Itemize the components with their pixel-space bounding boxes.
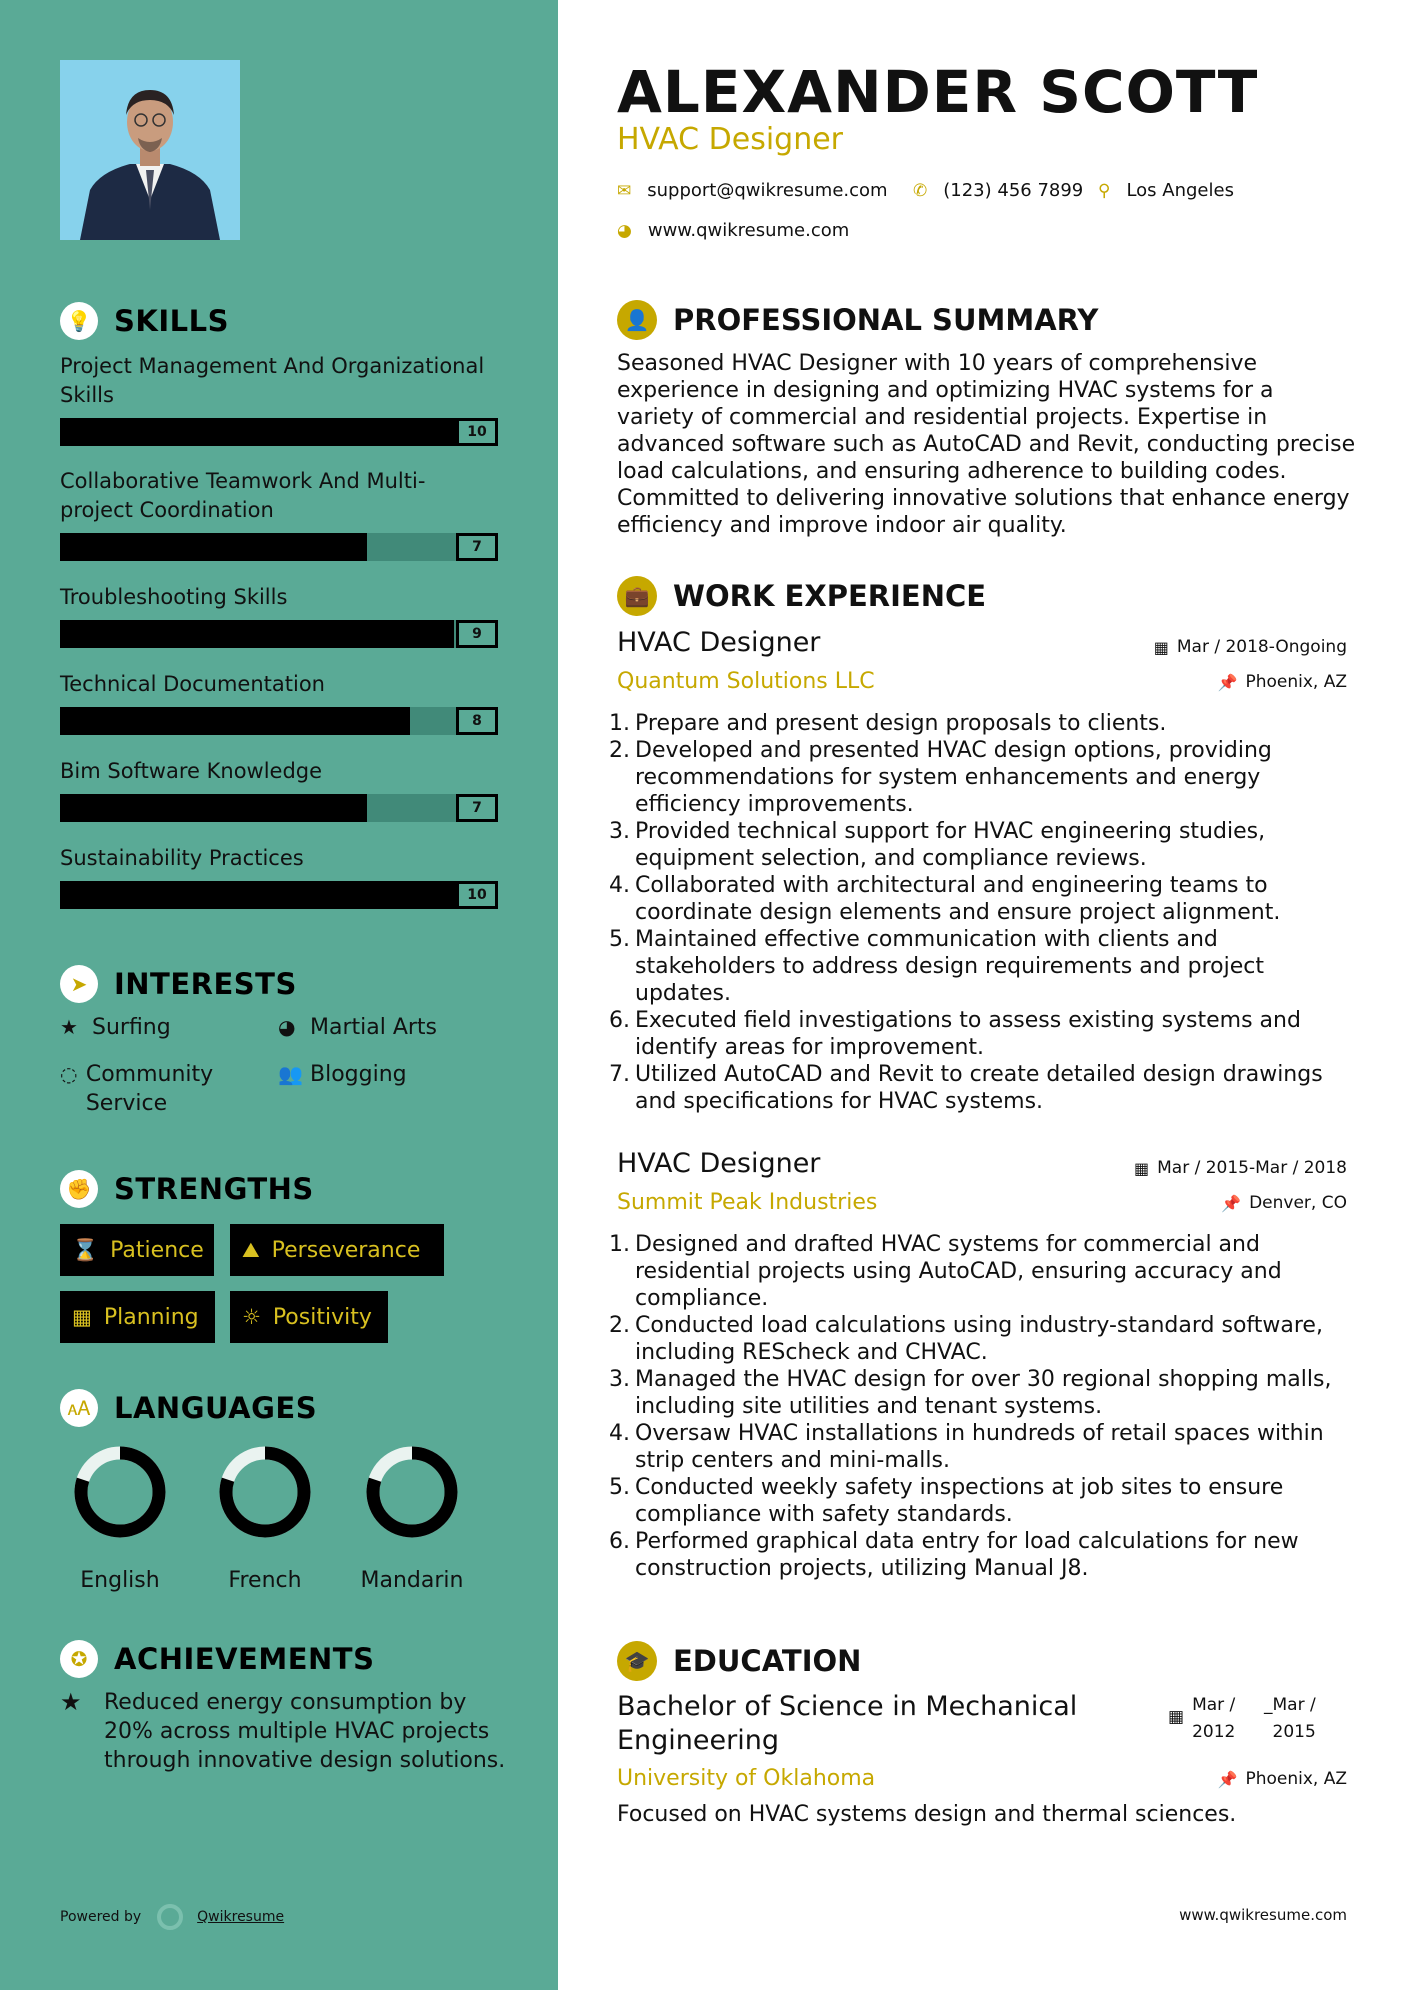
languages-heading: [60, 1389, 317, 1427]
skill-bar: [60, 794, 498, 822]
powered-by: [60, 1904, 284, 1930]
skill-name: Bim Software Knowledge: [60, 759, 323, 783]
language-ring: [217, 1444, 313, 1540]
email-text: support@qwikresume.com: [647, 180, 888, 201]
summary-title: PROFESSIONAL SUMMARY: [673, 303, 1099, 337]
end-date-month: Mar /: [1272, 1695, 1316, 1715]
strength-label: Patience: [110, 1237, 204, 1263]
company-name: Summit Peak Industries: [617, 1190, 878, 1215]
language-item: [200, 1444, 330, 1593]
date-separator: _: [1264, 1695, 1273, 1715]
pin-icon: 📌: [1217, 1769, 1238, 1789]
list-item: 6. Performed graphical data entry for load calculations for new construction projects, utilizing Manual J8.: [609, 1529, 1299, 1581]
sidebar: [0, 0, 558, 1990]
job-location-text: Denver, CO: [1249, 1193, 1347, 1213]
candidate-role: HVAC Designer: [617, 122, 844, 157]
education-end-date: [1264, 1692, 1316, 1746]
hourglass-icon: ⌛: [72, 1237, 99, 1262]
globe-icon: ◕: [617, 220, 632, 241]
calendar-icon: ▦: [1133, 1158, 1150, 1178]
list-item: 5. Conducted weekly safety inspections at job sites to ensure compliance with safety standards.: [609, 1475, 1284, 1527]
shooting-star-icon: ★: [60, 1688, 82, 1716]
job-location: [1221, 1193, 1347, 1213]
strength-label: Planning: [103, 1304, 199, 1330]
list-item: 5. Maintained effective communication with clients and stakeholders to address design requirements and project updates.: [609, 927, 1264, 1006]
list-item: 2. Developed and presented HVAC design options, providing recommendations for system enhancements and energy efficiency improvements.: [609, 738, 1272, 817]
education-start-date: [1168, 1692, 1235, 1746]
lightbulb-icon: 💡: [60, 302, 98, 340]
interest-label: Surfing: [92, 1015, 171, 1040]
contact-location: [1098, 180, 1234, 201]
calendar-icon: ▦: [1153, 637, 1169, 657]
school-name: University of Oklahoma: [617, 1766, 876, 1791]
globe-icon: ◕: [278, 1015, 296, 1039]
job-duties: [609, 1231, 1357, 1582]
skill-bar-fill: [60, 533, 367, 561]
location-text: Los Angeles: [1126, 180, 1234, 201]
strength-badge: [230, 1224, 444, 1276]
start-date-month: Mar /: [1192, 1695, 1236, 1715]
calendar-icon: ▦: [72, 1305, 92, 1329]
strength-badge: [60, 1291, 215, 1343]
languages-title: LANGUAGES: [114, 1391, 318, 1425]
job-title: HVAC Designer: [617, 1148, 821, 1179]
skill-item: [60, 583, 498, 648]
strength-label: Perseverance: [271, 1237, 421, 1263]
skill-level: 7: [456, 794, 498, 822]
experience-title: WORK EXPERIENCE: [673, 579, 987, 613]
paper-plane-icon: ➤: [60, 965, 98, 1003]
list-item: 3. Provided technical support for HVAC engineering studies, equipment selection, and compliance reviews.: [609, 819, 1266, 871]
summary-heading: [617, 300, 1098, 340]
skill-bar-fill: [60, 418, 498, 446]
interests-title: INTERESTS: [114, 967, 297, 1001]
education-title: EDUCATION: [673, 1644, 862, 1678]
skill-bar-fill: [60, 620, 454, 648]
job-duties: [609, 710, 1357, 1115]
skill-name: Collaborative Teamwork And Multi-project Coordination: [60, 469, 426, 522]
job-dates-text: Mar / 2018-Ongoing: [1176, 637, 1347, 657]
footer-url[interactable]: www.qwikresume.com: [1179, 1906, 1347, 1924]
skill-name: Technical Documentation: [60, 672, 325, 696]
summary-text: Seasoned HVAC Designer with 10 years of comprehensive experience in designing and optimizing HVAC systems for a variety of commercial and residential projects. Expertise in advanced software such as AutoCAD and Revit, conducting precise load calculations, and ensuring adherence to building codes. Committed to delivering innovative solutions that enhance energy efficiency and improve indoor air quality.: [617, 351, 1356, 538]
phone-text: (123) 456 7899: [943, 180, 1084, 201]
skill-name: Project Management And Organizational Skills: [60, 354, 485, 407]
company-name: Quantum Solutions LLC: [617, 669, 875, 694]
contact-phone[interactable]: [913, 180, 1083, 201]
strength-label: Positivity: [272, 1304, 372, 1330]
education-description: Focused on HVAC systems design and thermal sciences.: [617, 1802, 1237, 1827]
briefcase-icon: 💼: [617, 576, 657, 616]
skill-item: [60, 844, 498, 909]
language-ring: [364, 1444, 460, 1540]
language-name: Mandarin: [360, 1568, 464, 1593]
sun-icon: ☼: [242, 1305, 261, 1329]
powered-by-label: Powered by: [60, 1909, 142, 1925]
language-item: [55, 1444, 185, 1593]
fist-icon: ✊: [60, 1170, 98, 1208]
skill-level: 7: [456, 533, 498, 561]
skill-name: Sustainability Practices: [60, 846, 304, 870]
education-location: [1218, 1769, 1347, 1789]
language-name: English: [80, 1568, 160, 1593]
achievements-heading: [60, 1640, 374, 1678]
skill-level: 10: [456, 881, 498, 909]
list-item: 7. Utilized AutoCAD and Revit to create detailed design drawings and specifications for HVAC systems.: [609, 1062, 1323, 1114]
skill-item: [60, 352, 498, 446]
job-location: [1218, 672, 1347, 692]
contact-email[interactable]: [617, 180, 888, 201]
skill-bar: [60, 620, 498, 648]
list-item: 4. Oversaw HVAC installations in hundreds of retail spaces within strip centers and mini-malls.: [609, 1421, 1324, 1473]
skill-item: [60, 670, 498, 735]
language-ring: [72, 1444, 168, 1540]
achievement-text: Reduced energy consumption by 20% across multiple HVAC projects through innovative design solutions.: [104, 1690, 506, 1773]
start-date-year: 2012: [1192, 1722, 1236, 1742]
interest-item: [278, 1013, 437, 1042]
interest-item: [60, 1013, 171, 1042]
job-dates: [1134, 1158, 1347, 1178]
skill-bar-fill: [60, 707, 410, 735]
interest-label: Community Service: [85, 1062, 214, 1116]
candidate-name: ALEXANDER SCOTT: [617, 58, 1259, 126]
skill-level: 8: [456, 707, 498, 735]
skill-item: [60, 467, 498, 561]
job-dates: [1154, 637, 1347, 657]
road-icon: ⛰: [242, 1237, 260, 1262]
skill-name: Troubleshooting Skills: [60, 585, 288, 609]
envelope-icon: ✉: [617, 180, 632, 201]
end-date-year: 2015: [1272, 1722, 1316, 1742]
list-item: 1. Designed and drafted HVAC systems for commercial and residential projects using AutoCAD, ensuring accuracy and compliance.: [609, 1232, 1282, 1311]
phone-icon: ✆: [913, 180, 928, 201]
star-badge-icon: ✪: [60, 1640, 98, 1678]
qwikresume-logo-icon: [157, 1904, 183, 1930]
skill-bar: [60, 533, 498, 561]
skill-level: 10: [456, 418, 498, 446]
skill-bar: [60, 418, 498, 446]
list-item: 2. Conducted load calculations using industry-standard software, including REScheck and CHVAC.: [609, 1313, 1323, 1365]
language-name: French: [228, 1568, 302, 1593]
interest-label: Blogging: [310, 1062, 407, 1087]
strength-badge: [230, 1291, 388, 1343]
contact-website[interactable]: [617, 220, 849, 241]
interest-label: Martial Arts: [310, 1015, 438, 1040]
pin-icon: 📌: [1217, 672, 1238, 692]
interests-heading: [60, 965, 297, 1003]
website-text: www.qwikresume.com: [647, 220, 850, 241]
skill-bar-fill: [60, 794, 367, 822]
skill-item: [60, 757, 498, 822]
skill-bar: [60, 881, 498, 909]
star-icon: ★: [60, 1015, 78, 1039]
user-icon: 👤: [617, 300, 657, 340]
achievements-title: ACHIEVEMENTS: [114, 1642, 375, 1676]
job-location-text: Phoenix, AZ: [1245, 672, 1347, 692]
pin-icon: 📌: [1221, 1193, 1242, 1213]
strength-badge: [60, 1224, 214, 1276]
education-heading: [617, 1641, 861, 1681]
handshake-icon: ◌: [60, 1062, 78, 1086]
interest-item: [60, 1060, 260, 1118]
skills-title: SKILLS: [114, 304, 229, 338]
interest-item: [278, 1060, 407, 1089]
profile-photo: [60, 60, 240, 240]
experience-heading: [617, 576, 986, 616]
list-item: 3. Managed the HVAC design for over 30 regional shopping malls, including site utilities and tenant systems.: [609, 1367, 1332, 1419]
list-item: 1. Prepare and present design proposals to clients.: [609, 711, 1167, 736]
map-marker-icon: ⚲: [1098, 180, 1111, 201]
language-item: [347, 1444, 477, 1593]
education-location-text: Phoenix, AZ: [1245, 1769, 1347, 1789]
powered-by-link[interactable]: Qwikresume: [197, 1909, 285, 1925]
strengths-title: STRENGTHS: [114, 1172, 314, 1206]
achievement-item: [60, 1688, 510, 1775]
skills-heading: [60, 302, 229, 340]
calendar-icon: ▦: [1168, 1707, 1185, 1727]
list-item: 6. Executed field investigations to assess existing systems and identify areas for improvement.: [609, 1008, 1301, 1060]
job-dates-text: Mar / 2015-Mar / 2018: [1157, 1158, 1347, 1178]
skill-bar-fill: [60, 881, 498, 909]
list-item: 4. Collaborated with architectural and engineering teams to coordinate design elements and ensure project alignment.: [609, 873, 1281, 925]
degree-title: Bachelor of Science in Mechanical Engineering: [617, 1691, 1078, 1756]
skill-level: 9: [456, 620, 498, 648]
strengths-heading: [60, 1170, 314, 1208]
users-icon: 👥: [278, 1062, 303, 1086]
skill-bar: [60, 707, 498, 735]
graduation-icon: 🎓: [617, 1641, 657, 1681]
job-title: HVAC Designer: [617, 627, 821, 658]
language-icon: 🗚: [60, 1389, 98, 1427]
